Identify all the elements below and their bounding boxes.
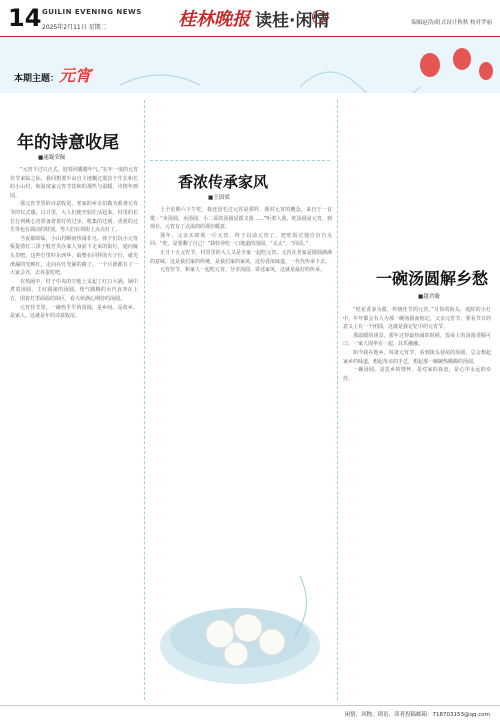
article-byline: ■速凝荣佩 xyxy=(38,155,66,161)
editor-credits: 编辑赵浩/组式设计秋秋 校对罗丽 xyxy=(411,20,492,26)
paragraph: 一碗汤圆，是思乡的情怀，是对家的眷恋，是心中永远的牵挂。 xyxy=(343,367,491,382)
paragraph: 如今我在他乡，每逢元宵节，看到街头巷尾的汤圆，总会想起家乡的味道，想起母亲的手艺，想起那一碗碗热腾腾的汤圆。 xyxy=(343,349,491,365)
page-number: 14 xyxy=(8,4,42,32)
column-theme: 元宵 xyxy=(59,66,92,85)
section-title: 读桂·闲情 xyxy=(255,11,330,31)
paragraph: 那年，父亲买却那一斤元宵，终于以前元宵了，把吃饭过他自尔自点回：“吃，是要聊了自己！”我特养吃一口地道的汤圆，“太太”，“同话。” xyxy=(150,232,332,248)
article-body xyxy=(10,166,138,696)
paragraph: 那温暖的场景，那年过得最热闹的时候，饭桌上的汤圆香糯可口，一家人围坐在一起，其乐融融。 xyxy=(343,332,491,348)
article-title: 香浓传承家风 xyxy=(178,173,269,191)
tangyuan-bowl-illustration xyxy=(150,556,330,696)
page-footer xyxy=(0,705,500,725)
paragraph: 正月十五元宵节，村里里的大人又是全家一起吃元宵，元宵在老家是圆圆满满的意味，这是我们家的传统，是我们家的家风，这份香浓味道，一代代传承下去。 xyxy=(150,249,332,265)
paragraph: 当夜幕降临，小山村瞬间热闹非凡。孩子们玩小元宵板提着红三泽子般竹夹在家人身前下走来的街灯，通向嫁头里吧。这些灯里吓东西华，取整在同样的火子打，就光滑漏的光映红，走向在灯光铺的路了，一个月就都有了一大家会齐，去谷蛋吃吧。 xyxy=(10,235,138,277)
section-circle-icon xyxy=(312,10,326,24)
article-title: 年的诗意收尾 xyxy=(17,133,119,153)
article-body xyxy=(150,206,332,551)
article-title: 一碗汤圆解乡愁 xyxy=(376,269,489,288)
article-byline: ■越君薇 xyxy=(418,294,440,300)
paragraph: “桂花香多为甜，传统佳节的元宵。”月你的街头，庭院的小灯中，年年都会有人为那一碗汤圆而惦记，父亲元宵节，要看节日的意义上有一个团圆，这就是我记忆中的元宵节。 xyxy=(343,307,491,331)
issue-date: 2025年2月11日 星期二 xyxy=(42,24,107,31)
article-byline: ■王固梁 xyxy=(208,195,230,201)
paragraph: 元宵佳节里，一碗热乎乎的汤圆，是乡间、是故乡、是家人。这就是年的诗意收尾。 xyxy=(10,304,138,320)
paper-logo: 桂林晚报 xyxy=(178,9,250,30)
paragraph: 元宵佳节，和家人一起吃元宵、分享汤圆、讲述家风，这就是最好的传承。 xyxy=(160,267,326,274)
column-theme-label xyxy=(14,63,91,86)
section-divider xyxy=(150,160,330,161)
column-divider xyxy=(337,100,338,700)
paragraph: “元宵不过只正式，迎春回暖腊年气。”在年一度的元宵佳节来临之际，我同想要半由自主地飘过那首个生长和长的小山村，和温度家元宵节饮和的那些与温暖，诗情年画园。 xyxy=(10,167,138,199)
column-divider xyxy=(144,100,145,700)
article-body xyxy=(343,306,491,698)
masthead xyxy=(0,0,500,37)
paragraph: 在热闹中，村子中央的空地上支起了红口大锅，锅中煮着汤圆，主红圆滚的汤圆，热气腾腾的水汽直冲在上方，围着灯里面温的街区，看大伙满心期待的汤圆。 xyxy=(10,278,138,302)
paragraph: 上个星期六下午吃，我还没毛过元宵是那样，我对元宵的概念，来自于一首歌：“卖汤圆，卖汤圆，小二哥的汤圆是圆又圆……”听着人我，吃汤圆是元宵，到现在，元宵有了点滋润的那份暖意。 xyxy=(150,207,332,231)
submission-email: 闲情、风物、琐语，读者投稿邮箱：718703153@qq.com xyxy=(344,712,490,718)
newspaper-name: GUILIN EVENING NEWS xyxy=(42,8,142,16)
column-label: 本期主题： xyxy=(14,74,60,84)
paragraph: 那元宵节里的诗意收尾，老家的乡亲们做为准备元宵节的仪式感，白日里，大人们便开始忙活起来。村里的长长行列桃心宵准备着着灯的过步，收集的达到，香蕉的过生等包在调动的特别。男人们在坝街上点亮灯了。 xyxy=(10,201,138,234)
